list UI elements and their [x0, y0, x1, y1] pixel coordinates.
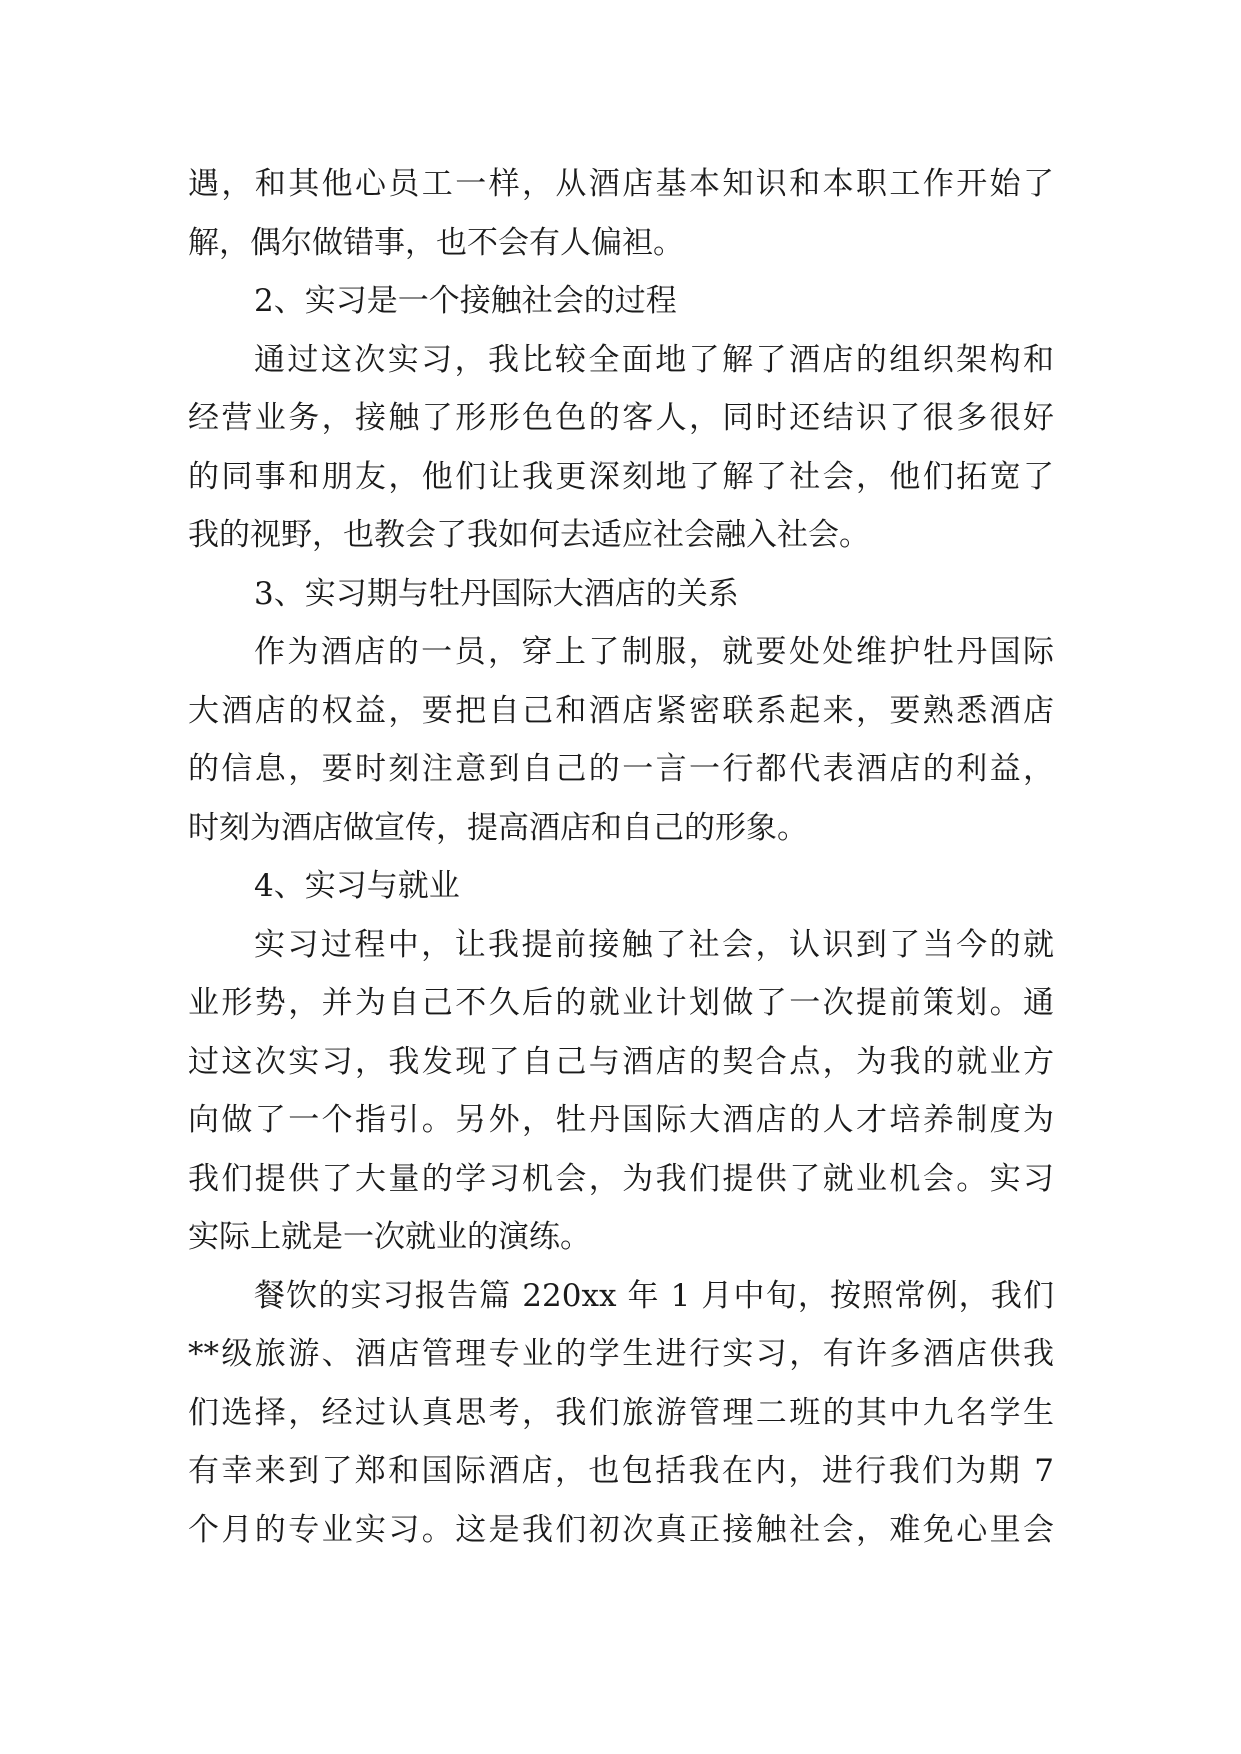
text-line: 解，偶尔做错事，也不会有人偏袒。: [188, 224, 684, 261]
text-line: 通过这次实习，我比较全面地了解了酒店的组织架构和: [254, 341, 1054, 378]
text-line: 个月的专业实习。这是我们初次真正接触社会，难免心里会: [188, 1511, 1054, 1548]
text-line: 的同事和朋友，他们让我更深刻地了解了社会，他们拓宽了: [188, 458, 1054, 495]
text-line: 作为酒店的一员，穿上了制服，就要处处维护牡丹国际: [254, 634, 1054, 670]
text-line: 业形势，并为自己不久后的就业计划做了一次提前策划。通: [188, 985, 1054, 1021]
text-line: **级旅游、酒店管理专业的学生进行实习，有许多酒店供我: [188, 1336, 1054, 1372]
text-line: 餐饮的实习报告篇 220xx 年 1 月中旬，按照常例，我们: [254, 1277, 1054, 1314]
text-line: 的信息，要时刻注意到自己的一言一行都代表酒店的利益，: [188, 751, 1054, 787]
text-line: 3、实习期与牡丹国际大酒店的关系: [254, 575, 739, 612]
text-line: 我们提供了大量的学习机会，为我们提供了就业机会。实习: [188, 1160, 1054, 1197]
text-line: 实习过程中，让我提前接触了社会，认识到了当今的就: [254, 926, 1054, 963]
text-line: 2、实习是一个接触社会的过程: [254, 283, 677, 319]
document-body: [188, 155, 1054, 1559]
text-line: 时刻为酒店做宣传，提高酒店和自己的形象。: [188, 809, 808, 846]
text-line: 大酒店的权益，要把自己和酒店紧密联系起来，要熟悉酒店: [188, 692, 1054, 729]
text-line: 遇，和其他心员工一样，从酒店基本知识和本职工作开始了: [188, 166, 1054, 202]
text-line: 4、实习与就业: [254, 868, 460, 904]
text-line: 向做了一个指引。另外，牡丹国际大酒店的人才培养制度为: [188, 1102, 1054, 1138]
text-line: 经营业务，接触了形形色色的客人，同时还结识了很多很好: [188, 400, 1054, 436]
text-line: 我的视野，也教会了我如何去适应社会融入社会。: [188, 517, 870, 553]
text-line: 过这次实习，我发现了自己与酒店的契合点，为我的就业方: [188, 1043, 1054, 1080]
text-line: 有幸来到了郑和国际酒店，也包括我在内，进行我们为期 7: [188, 1453, 1054, 1489]
text-line: 们选择，经过认真思考，我们旅游管理二班的其中九名学生: [188, 1394, 1054, 1431]
text-line: 实际上就是一次就业的演练。: [188, 1219, 591, 1255]
